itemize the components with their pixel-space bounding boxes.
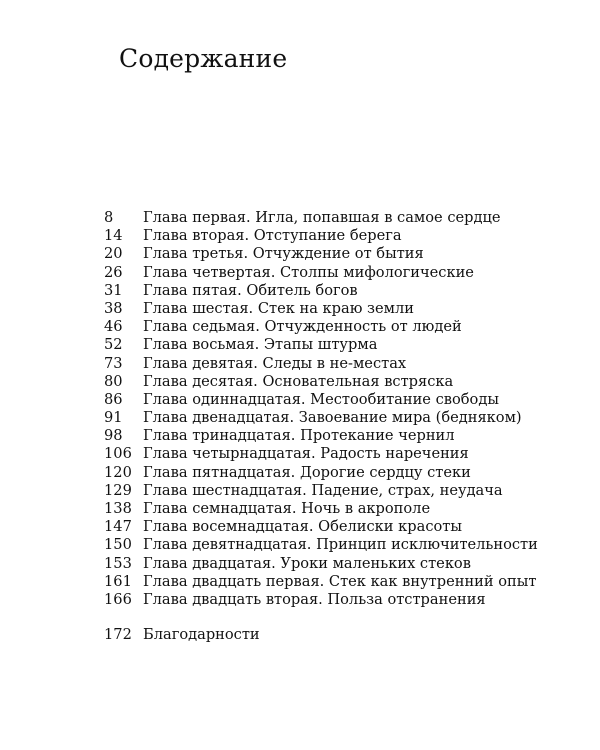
page-title: Содержание — [119, 44, 288, 73]
toc-entry — [0, 536, 600, 554]
toc-entry-title: Глава четырнадцатая. Радость наречения — [143, 445, 469, 463]
toc-page-number: 38 — [104, 299, 123, 317]
toc-entry — [0, 227, 600, 245]
toc-entry — [0, 500, 600, 518]
toc-entry — [0, 391, 600, 409]
toc-entry — [0, 336, 600, 354]
toc-entry — [0, 245, 600, 263]
toc-entry-title: Глава восьмая. Этапы штурма — [143, 336, 378, 354]
toc-entry — [0, 518, 600, 536]
toc-page-number: 73 — [104, 354, 123, 372]
toc-page-number: 166 — [104, 590, 132, 608]
toc-entry-title: Глава тринадцатая. Протекание чернил — [143, 427, 455, 445]
toc-page-number: 8 — [104, 209, 114, 226]
toc-entry-title: Глава двадцать первая. Стек как внутренний опыт — [143, 572, 537, 590]
toc-entry-title: Благодарности — [143, 626, 260, 643]
toc-entry — [0, 209, 600, 227]
toc-entry — [0, 373, 600, 391]
toc-entry — [0, 573, 600, 591]
toc-page-number: 86 — [104, 390, 123, 408]
toc-entry-title: Глава девятая. Следы в не-местах — [143, 354, 407, 372]
toc-page-number: 26 — [104, 263, 123, 281]
toc-entry — [0, 427, 600, 445]
toc-entry-title: Глава седьмая. Отчужденность от людей — [143, 318, 462, 336]
toc-entry-title: Глава пятая. Обитель богов — [143, 281, 358, 299]
toc-entry-title: Глава первая. Игла, попавшая в самое сердце — [143, 209, 501, 226]
toc-entry-title: Глава шестнадцатая. Падение, страх, неудача — [143, 481, 503, 499]
toc-page-number: 150 — [104, 536, 132, 554]
toc-entry — [0, 264, 600, 282]
toc-entry-title: Глава пятнадцатая. Дорогие сердцу стеки — [143, 463, 471, 481]
toc-entry — [0, 482, 600, 500]
toc-page-number: 161 — [104, 572, 132, 590]
toc-entry-title: Глава шестая. Стек на краю земли — [143, 299, 414, 317]
toc-entry-title: Глава двадцатая. Уроки маленьких стеков — [143, 554, 471, 572]
toc-page-number: 52 — [104, 336, 123, 354]
toc-entry-title: Глава восемнадцатая. Обелиски красоты — [143, 518, 462, 536]
toc-page-number: 31 — [104, 281, 123, 299]
toc-page-number: 46 — [104, 318, 123, 336]
toc-entry — [0, 282, 600, 300]
toc-entry — [0, 591, 600, 609]
toc-entry — [0, 300, 600, 318]
toc-page-number: 147 — [104, 518, 132, 536]
toc-entry-title: Глава вторая. Отступание берега — [143, 227, 402, 245]
toc-entry-title: Глава одиннадцатая. Местообитание свободы — [143, 390, 499, 408]
toc-entry-title: Глава двенадцатая. Завоевание мира (бедняком) — [143, 409, 522, 427]
toc-entry-title: Глава девятнадцатая. Принцип исключительности — [143, 536, 538, 554]
toc-entry-title: Глава третья. Отчуждение от бытия — [143, 245, 424, 263]
toc-entry-title: Глава десятая. Основательная встряска — [143, 372, 454, 390]
toc-page-number: 20 — [104, 245, 123, 263]
toc-page-number: 129 — [104, 481, 132, 499]
toc-entry — [0, 555, 600, 573]
toc-page-number: 80 — [104, 372, 123, 390]
toc-entry — [0, 318, 600, 336]
toc-page-number: 172 — [104, 626, 132, 643]
toc-page-number: 98 — [104, 427, 123, 445]
toc-entry — [0, 409, 600, 427]
toc-entry-title: Глава четвертая. Столпы мифологические — [143, 263, 474, 281]
table-of-contents — [0, 209, 600, 609]
toc-entry — [0, 445, 600, 463]
toc-page-number: 138 — [104, 500, 132, 517]
toc-entry — [0, 464, 600, 482]
toc-page-number: 91 — [104, 409, 123, 427]
toc-entry-title: Глава семнадцатая. Ночь в акрополе — [143, 500, 431, 517]
toc-page-number: 106 — [104, 445, 132, 463]
toc-entry — [0, 355, 600, 373]
toc-entry-title: Глава двадцать вторая. Польза отстранения — [143, 590, 486, 608]
toc-page-number: 14 — [104, 227, 123, 245]
acknowledgements-entry — [0, 626, 600, 644]
toc-page-number: 153 — [104, 554, 132, 572]
toc-page-number: 120 — [104, 463, 132, 481]
